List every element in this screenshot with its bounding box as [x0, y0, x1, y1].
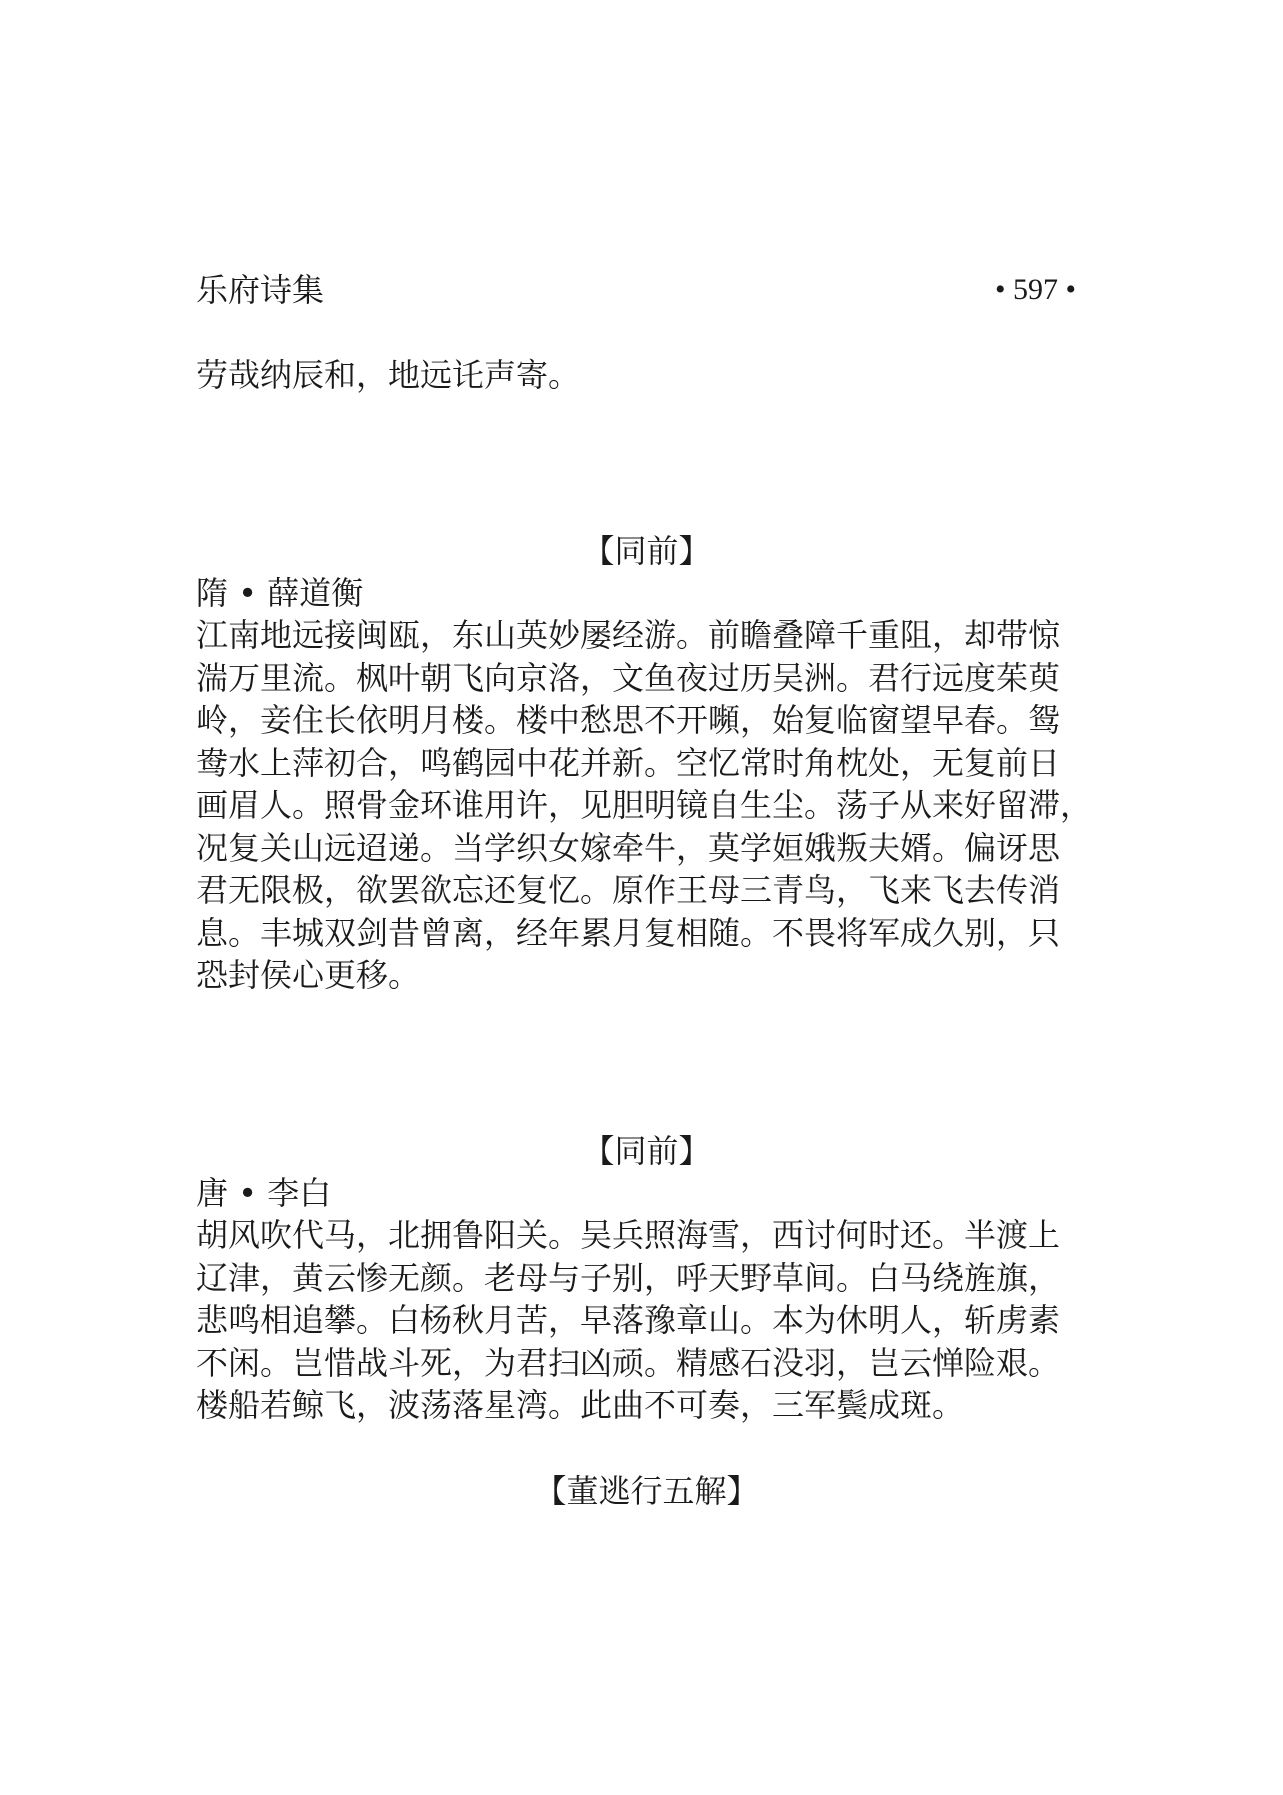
text-line: 不闲。岂惜战斗死，为君扫凶顽。精感石没羽，岂云惮险艰。: [196, 1343, 1061, 1382]
text-line: 湍万里流。枫叶朝飞向京洛，文鱼夜过历吴洲。君行远度茱萸: [196, 658, 1061, 697]
intro-text: [196, 354, 1106, 397]
text-line: 楼船若鲸飞，波荡落星湾。此曲不可奏，三军鬓成斑。: [196, 1386, 965, 1424]
text-line: 岭，妾住长依明月楼。楼中愁思不开嚬，始复临窗望早春。鸳: [196, 701, 1061, 739]
poem3-title: 【董逃行五解】: [534, 1472, 759, 1510]
text-line: 君无限极，欲罢欲忘还复忆。原作王母三青鸟，飞来飞去传消: [196, 871, 1061, 909]
text-line: 江南地远接闽瓯，东山英妙屡经游。前瞻叠障千重阻，却带惊: [196, 616, 1061, 654]
text-line: 况复关山远迢递。当学织女嫁牵牛，莫学姮娥叛夫婿。偏讶思: [196, 828, 1061, 867]
text-line: 画眉人。照骨金环谁用许，见胆明镜自生尘。荡子从来好留滞，: [196, 786, 1093, 824]
text-line: 胡风吹代马，北拥鲁阳关。吴兵照海雪，西讨何时还。半渡上: [196, 1216, 1061, 1254]
text-line: 恐封侯心更移。: [196, 956, 421, 994]
text-line: 悲鸣相追攀。白杨秋月苦，早落豫章山。本为休明人，斩虏素: [196, 1301, 1061, 1339]
poem2-title: 【同前】: [582, 1132, 711, 1170]
poem1-author: 隋 • 薛道衡: [196, 574, 364, 612]
book-title: 乐府诗集: [196, 271, 325, 309]
text-line: 辽津，黄云惨无颜。老母与子别，呼天野草间。白马绕旌旗，: [196, 1258, 1061, 1297]
running-header: [196, 268, 1076, 312]
poem2-body: [196, 1214, 1106, 1427]
poem1-body: [196, 614, 1106, 997]
text-line: 鸯水上萍初合，鸣鹤园中花并新。空忆常时角枕处，无复前日: [196, 743, 1061, 782]
text-line: 息。丰城双剑昔曾离，经年累月复相随。不畏将军成久别，只: [196, 913, 1061, 952]
page-number: • 597 •: [994, 273, 1076, 306]
poem2-author: 唐 • 李白: [196, 1174, 332, 1212]
text-line: 劳哉纳辰和，地远讬声寄。: [196, 356, 581, 394]
poem1-title: 【同前】: [582, 532, 711, 570]
